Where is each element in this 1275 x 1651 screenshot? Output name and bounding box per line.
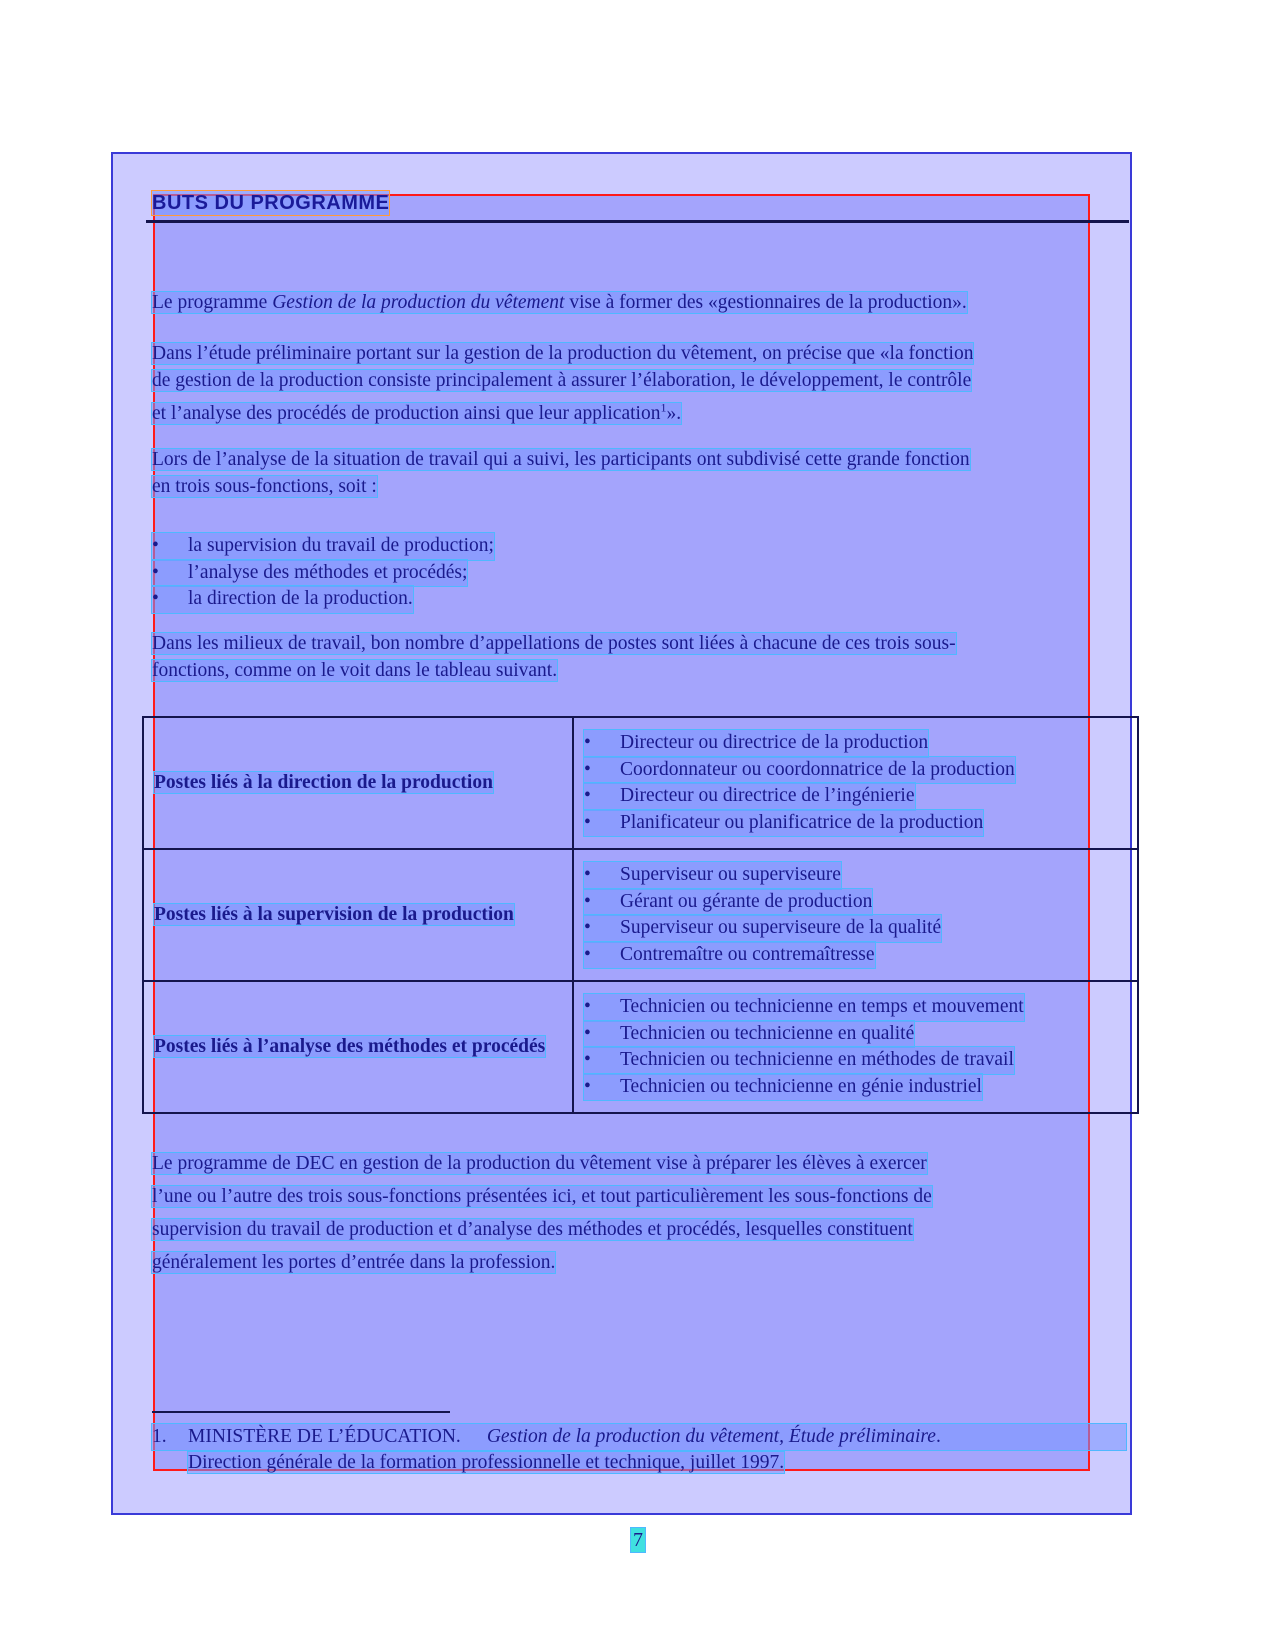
role-cell: Postes liés à la supervision de la production: [143, 849, 573, 981]
list-item: • Technicien ou technicienne en génie industriel: [584, 1074, 1137, 1101]
bullet-icon: •: [584, 943, 591, 965]
bullet-icon: •: [584, 917, 591, 938]
p1-after: vise à former des «gestionnaires de la production».: [564, 292, 967, 313]
list-item: • Planificateur ou planificatrice de la production: [584, 810, 1137, 837]
p5-line3: supervision du travail de production et d’analyse des méthodes et procédés, lesquelles constituent: [152, 1219, 913, 1240]
dec-paragraph: [152, 1147, 1126, 1279]
p2-line1: Dans l’étude préliminaire portant sur la gestion de la production du vêtement, on précise que «la fonction: [152, 343, 974, 364]
p3-line1: Lors de l’analyse de la situation de travail qui a suivi, les participants ont subdivisé cette grande fonction: [152, 449, 970, 470]
bullet-icon: •: [584, 732, 591, 753]
list-item: • Superviseur ou superviseure de la qualité: [584, 915, 1137, 942]
bullet-icon: •: [584, 811, 591, 833]
p5-line2: l’une ou l’autre des trois sous-fonctions présentées ici, et tout particulièrement les sous-fonctions de: [152, 1186, 932, 1207]
footnote-source: Direction générale de la formation professionnelle et technique, juillet 1997.: [188, 1452, 785, 1473]
p1-before: Le programme: [152, 292, 273, 313]
bullet-icon: •: [584, 864, 591, 885]
p2-end: ».: [666, 402, 682, 424]
p3-line2: en trois sous-fonctions, soit :: [152, 476, 377, 497]
p4-line1: Dans les milieux de travail, bon nombre d’appellations de postes sont liées à chacune de ces trois sous-: [152, 633, 956, 654]
p5-line4: généralement les portes d’entrée dans la profession.: [152, 1252, 556, 1273]
bullet-icon: •: [584, 1049, 591, 1070]
bullet-icon: •: [152, 535, 159, 556]
list-item: • Technicien ou technicienne en méthodes de travail: [584, 1047, 1137, 1074]
table-row: [143, 717, 1138, 849]
study-paragraph: [152, 340, 1126, 427]
workplace-paragraph: [152, 630, 1126, 684]
list-item: • Directeur ou directrice de l’ingénierie: [584, 783, 1137, 810]
intro-paragraph: [152, 289, 1126, 316]
program-name: Gestion de la production du vêtement: [272, 292, 565, 313]
bullet-icon: •: [152, 588, 159, 609]
bullet-icon: •: [584, 890, 591, 912]
list-item: • Superviseur ou superviseure: [584, 862, 1137, 889]
role-cell: Postes liés à la direction de la production: [143, 717, 573, 849]
footnote-number: 1.: [152, 1426, 167, 1447]
list-item: • Technicien ou technicienne en qualité: [584, 1021, 1137, 1048]
p4-line2: fonctions, comme on le voit dans le tableau suivant.: [152, 660, 558, 681]
title-rule: [146, 220, 1129, 223]
bullet-icon: •: [584, 785, 591, 806]
footnote-author: MINISTÈRE DE L’ÉDUCATION.: [188, 1426, 461, 1447]
items-cell: [573, 981, 1138, 1113]
list-item: • l’analyse des méthodes et procédés;: [152, 560, 494, 587]
items-cell: [573, 849, 1138, 981]
bullet-icon: •: [584, 1075, 591, 1097]
bullet-icon: •: [584, 758, 591, 780]
subfunction-list: [152, 533, 494, 613]
role-cell: Postes liés à l’analyse des méthodes et procédés: [143, 981, 573, 1113]
list-item: • Contremaître ou contremaîtresse: [584, 942, 1137, 969]
table-row: [143, 849, 1138, 981]
footnote-title: Gestion de la production du vêtement, Étude préliminaire: [486, 1426, 936, 1447]
footnote-rule: [152, 1411, 450, 1413]
p2-line3: et l’analyse des procédés de production ainsi que leur application: [152, 402, 661, 424]
list-item: • la supervision du travail de production;: [152, 533, 494, 560]
p2-line2: de gestion de la production consiste principalement à assurer l’élaboration, le développement, le contrôle: [152, 370, 972, 391]
bullet-icon: •: [584, 1022, 591, 1044]
analysis-paragraph: [152, 446, 1126, 500]
bullet-icon: •: [152, 561, 159, 583]
footnote: 1. MINISTÈRE DE L’ÉDUCATION. Gestion de la production du vêtement, Étude préliminaire. Direction générale de la formation professionnelle et technique, juillet 1997.: [152, 1424, 1126, 1476]
positions-table: [142, 716, 1139, 1114]
list-item: • Gérant ou gérante de production: [584, 889, 1137, 916]
list-item: • la direction de la production.: [152, 586, 494, 613]
table-row: [143, 981, 1138, 1113]
list-item: • Coordonnateur ou coordonnatrice de la production: [584, 757, 1137, 784]
list-item: • Directeur ou directrice de la production: [584, 730, 1137, 757]
page-title: BUTS DU PROGRAMME: [152, 192, 390, 214]
p5-line1: Le programme de DEC en gestion de la production du vêtement vise à préparer les élèves à exercer: [152, 1153, 927, 1174]
page-number: 7: [633, 1529, 643, 1551]
footnote-ref[interactable]: 1: [660, 400, 667, 414]
items-cell: [573, 717, 1138, 849]
bullet-icon: •: [584, 996, 591, 1017]
list-item: • Technicien ou technicienne en temps et mouvement: [584, 994, 1137, 1021]
